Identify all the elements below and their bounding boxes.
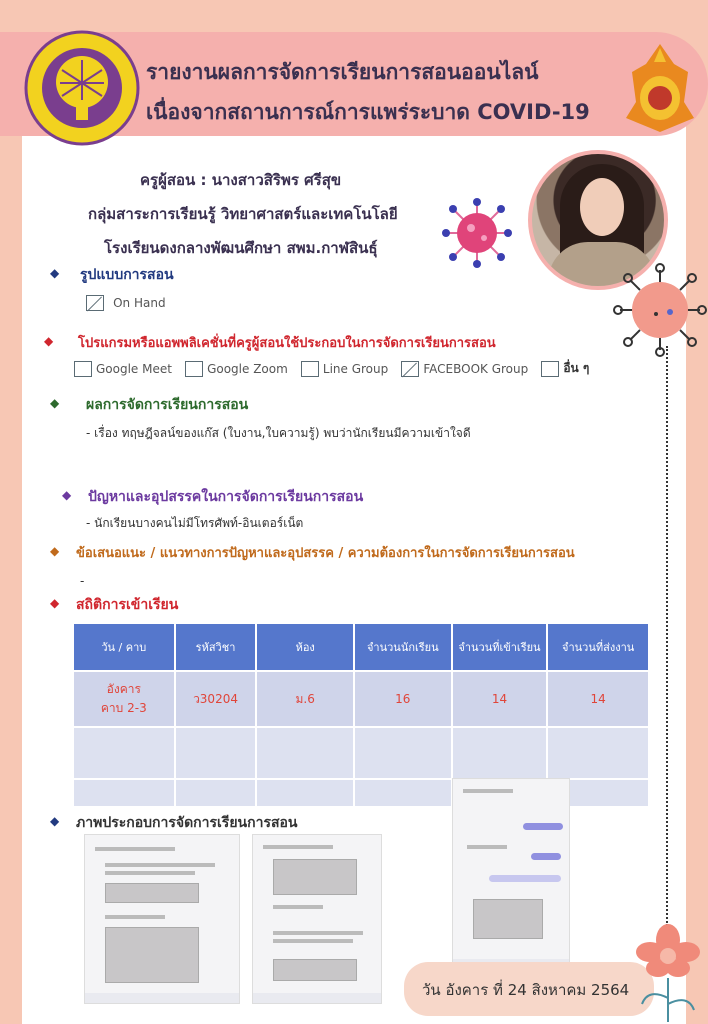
problems-text: - นักเรียนบางคนไม่มีโทรศัพท์-อินเตอร์เน็ต (86, 516, 304, 530)
bullet-icon: ◆ (62, 488, 72, 502)
dotted-divider (666, 346, 668, 926)
google-meet-checkbox[interactable] (74, 361, 92, 377)
table-header-row (73, 623, 649, 671)
other-label: อื่น ๆ (563, 361, 590, 375)
teaching-format-heading: รูปแบบการสอน (80, 267, 174, 283)
suggestions-text: - (80, 574, 85, 588)
line-group-label: Line Group (322, 361, 389, 376)
gallery-heading: ภาพประกอบการจัดการเรียนการสอน (76, 815, 298, 831)
col-subject-code: รหัสวิชา (175, 623, 257, 671)
teacher-school: โรงเรียนดงกลางพัฒนศึกษา สพม.กาฬสินธุ์ (104, 239, 378, 257)
bullet-icon: ◆ (50, 544, 60, 558)
cell-period: คาบ 2-3 (100, 701, 147, 715)
teacher-name: ครูผู้สอน : นางสาวสิริพร ศรีสุข (140, 171, 342, 189)
on-hand-label: On Hand (113, 295, 166, 310)
col-room: ห้อง (256, 623, 354, 671)
chat-screenshot-2 (252, 834, 382, 1004)
facebook-group-label: FACEBOOK Group (423, 361, 529, 376)
google-zoom-label: Google Zoom (207, 361, 288, 376)
attendance-heading: สถิติการเข้าเรียน (76, 597, 179, 613)
suggestions-heading: ข้อเสนอแนะ / แนวทางการปัญหาและอุปสรรค / ความต้องการในการจัดการเรียนการสอน (76, 546, 575, 561)
cell-students: 16 (354, 671, 452, 727)
bullet-icon: ◆ (50, 266, 60, 280)
virus-outline-icon (612, 262, 708, 358)
obec-emblem-icon (624, 42, 696, 134)
flower-icon (628, 918, 708, 1024)
col-students: จำนวนนักเรียน (354, 623, 452, 671)
cell-room: ม.6 (256, 671, 354, 727)
line-group-checkbox[interactable] (301, 361, 319, 377)
other-checkbox[interactable] (541, 361, 559, 377)
teacher-department: กลุ่มสาระการเรียนรู้ วิทยาศาสตร์และเทคโนโลยี (88, 205, 398, 223)
programs-options (74, 358, 597, 378)
col-submitted: จำนวนที่ส่งงาน (547, 623, 649, 671)
bullet-icon: ◆ (50, 396, 60, 410)
report-title: รายงานผลการจัดการเรียนการสอนออนไลน์ (146, 60, 539, 84)
virus-icon (442, 198, 512, 268)
cell-attended: 14 (452, 671, 548, 727)
facebook-group-checkbox[interactable] (401, 361, 419, 377)
bullet-icon: ◆ (50, 596, 60, 610)
school-logo-icon (24, 30, 140, 146)
table-row (73, 671, 649, 727)
chat-screenshot-1 (84, 834, 240, 1004)
cell-day-period (73, 671, 175, 727)
google-meet-label: Google Meet (96, 361, 172, 376)
chat-screenshot-3 (452, 778, 570, 970)
bullet-icon: ◆ (50, 814, 60, 828)
results-heading: ผลการจัดการเรียนการสอน (86, 397, 249, 413)
bullet-icon: ◆ (44, 334, 54, 348)
google-zoom-checkbox[interactable] (185, 361, 203, 377)
on-hand-checkbox[interactable] (86, 295, 104, 311)
teaching-format-option (86, 292, 174, 311)
results-text: - เรื่อง ทฤษฎีจลน์ของแก๊ส (ใบงาน,ใบความรู้) พบว่านักเรียนมีความเข้าใจดี (86, 426, 471, 440)
report-date: วัน อังคาร ที่ 24 สิงหาคม 2564 (422, 981, 630, 999)
cell-subject-code: ว30204 (175, 671, 257, 727)
col-attended: จำนวนที่เข้าเรียน (452, 623, 548, 671)
cell-day: อังคาร (106, 682, 141, 696)
col-day-period: วัน / คาบ (73, 623, 175, 671)
programs-heading: โปรแกรมหรือแอพพลิเคชั่นที่ครูผู้สอนใช้ประกอบในการจัดการเรียนการสอน (78, 336, 496, 351)
table-row (73, 727, 649, 779)
cell-submitted: 14 (547, 671, 649, 727)
report-subtitle: เนื่องจากสถานการณ์การแพร่ระบาด COVID-19 (146, 100, 590, 124)
problems-heading: ปัญหาและอุปสรรคในการจัดการเรียนการสอน (88, 489, 364, 505)
